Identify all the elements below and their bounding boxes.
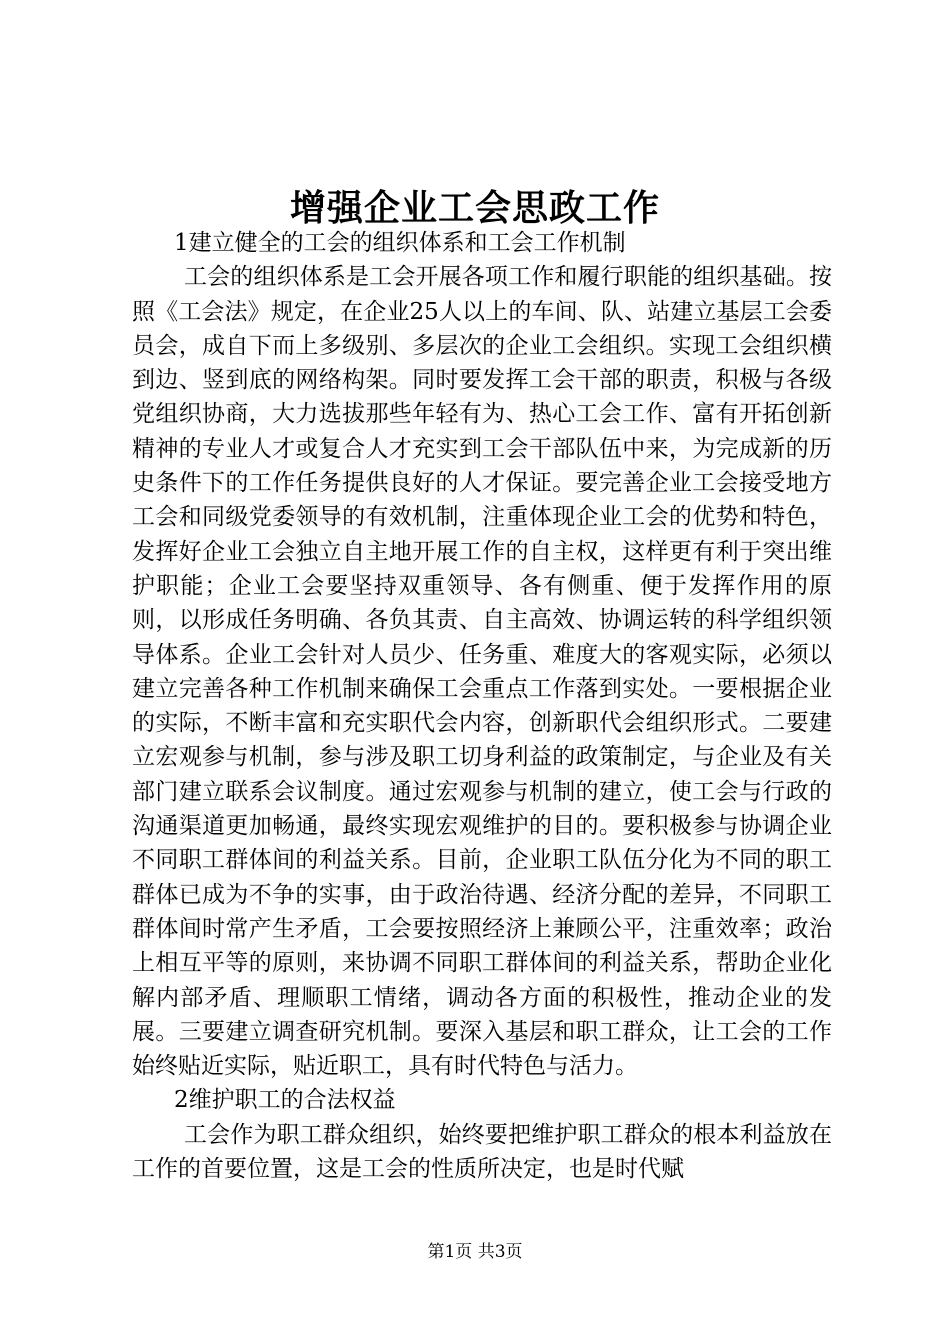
document-title: 增强企业工会思政工作 (289, 187, 660, 229)
section-paragraph-2: 工会作为职工群众组织，始终要把维护职工群众的根本利益放在工作的首要位置，这是工会的性质所决定，也是时代赋 (132, 1121, 832, 1183)
section-heading-2: 2维护职工的合法权益 (174, 1087, 396, 1114)
page-footer: 第1页 共3页 (427, 1242, 523, 1262)
document-body (132, 226, 832, 1186)
section-paragraph-1: 工会的组织体系是工会开展各项工作和履行职能的组织基础。按照《工会法》规定，在企业25人以上的车间、队、站建立基层工会委员会，成自下而上多级别、多层次的企业工会组织。实现工会组织横到边、竖到底的网络构架。同时要发挥工会干部的职责，积极与各级党组织协商，大力选拔那些年轻有为、热心工会工作、富有开拓创新精神的专业人才或复合人才充实到工会干部队伍中来，为完成新的历史条件下的工作任务提供良好的人才保证。要完善企业工会接受地方工会和同级党委领导的有效机制，注重体现企业工会的优势和特色，发挥好企业工会独立自主地开展工作的自主权，这样更有利于突出维护职能；企业工会要坚持双重领导、各有侧重、便于发挥作用的原则，以形成任务明确、各负其责、自主高效、协调运转的科学组织领导体系。企业工会针对人员少、任务重、难度大的客观实际，必须以建立完善各种工作机制来确保工会重点工作落到实处。一要根据企业的实际，不断丰富和充实职代会内容，创新职代会组织形式。二要建立宏观参与机制，参与涉及职工切身利益的政策制定，与企业及有关部门建立联系会议制度。通过宏观参与机制的建立，使工会与行政的沟通渠道更加畅通，最终实现宏观维护的目的。要积极参与协调企业不同职工群体间的利益关系。目前，企业职工队伍分化为不同的职工群体已成为不争的实事，由于政治待遇、经济分配的差异，不同职工群体间时常产生矛盾，工会要按照经济上兼顾公平，注重效率；政治上相互平等的原则，来协调不同职工群体间的利益关系，帮助企业化解内部矛盾、理顺职工情绪，调动各方面的积极性，推动企业的发展。三要建立调查研究机制。要深入基层和职工群众，让工会的工作始终贴近实际，贴近职工，具有时代特色与活力。 (132, 264, 832, 1080)
section-heading-1: 1建立健全的工会的组织体系和工会工作机制 (174, 230, 626, 256)
